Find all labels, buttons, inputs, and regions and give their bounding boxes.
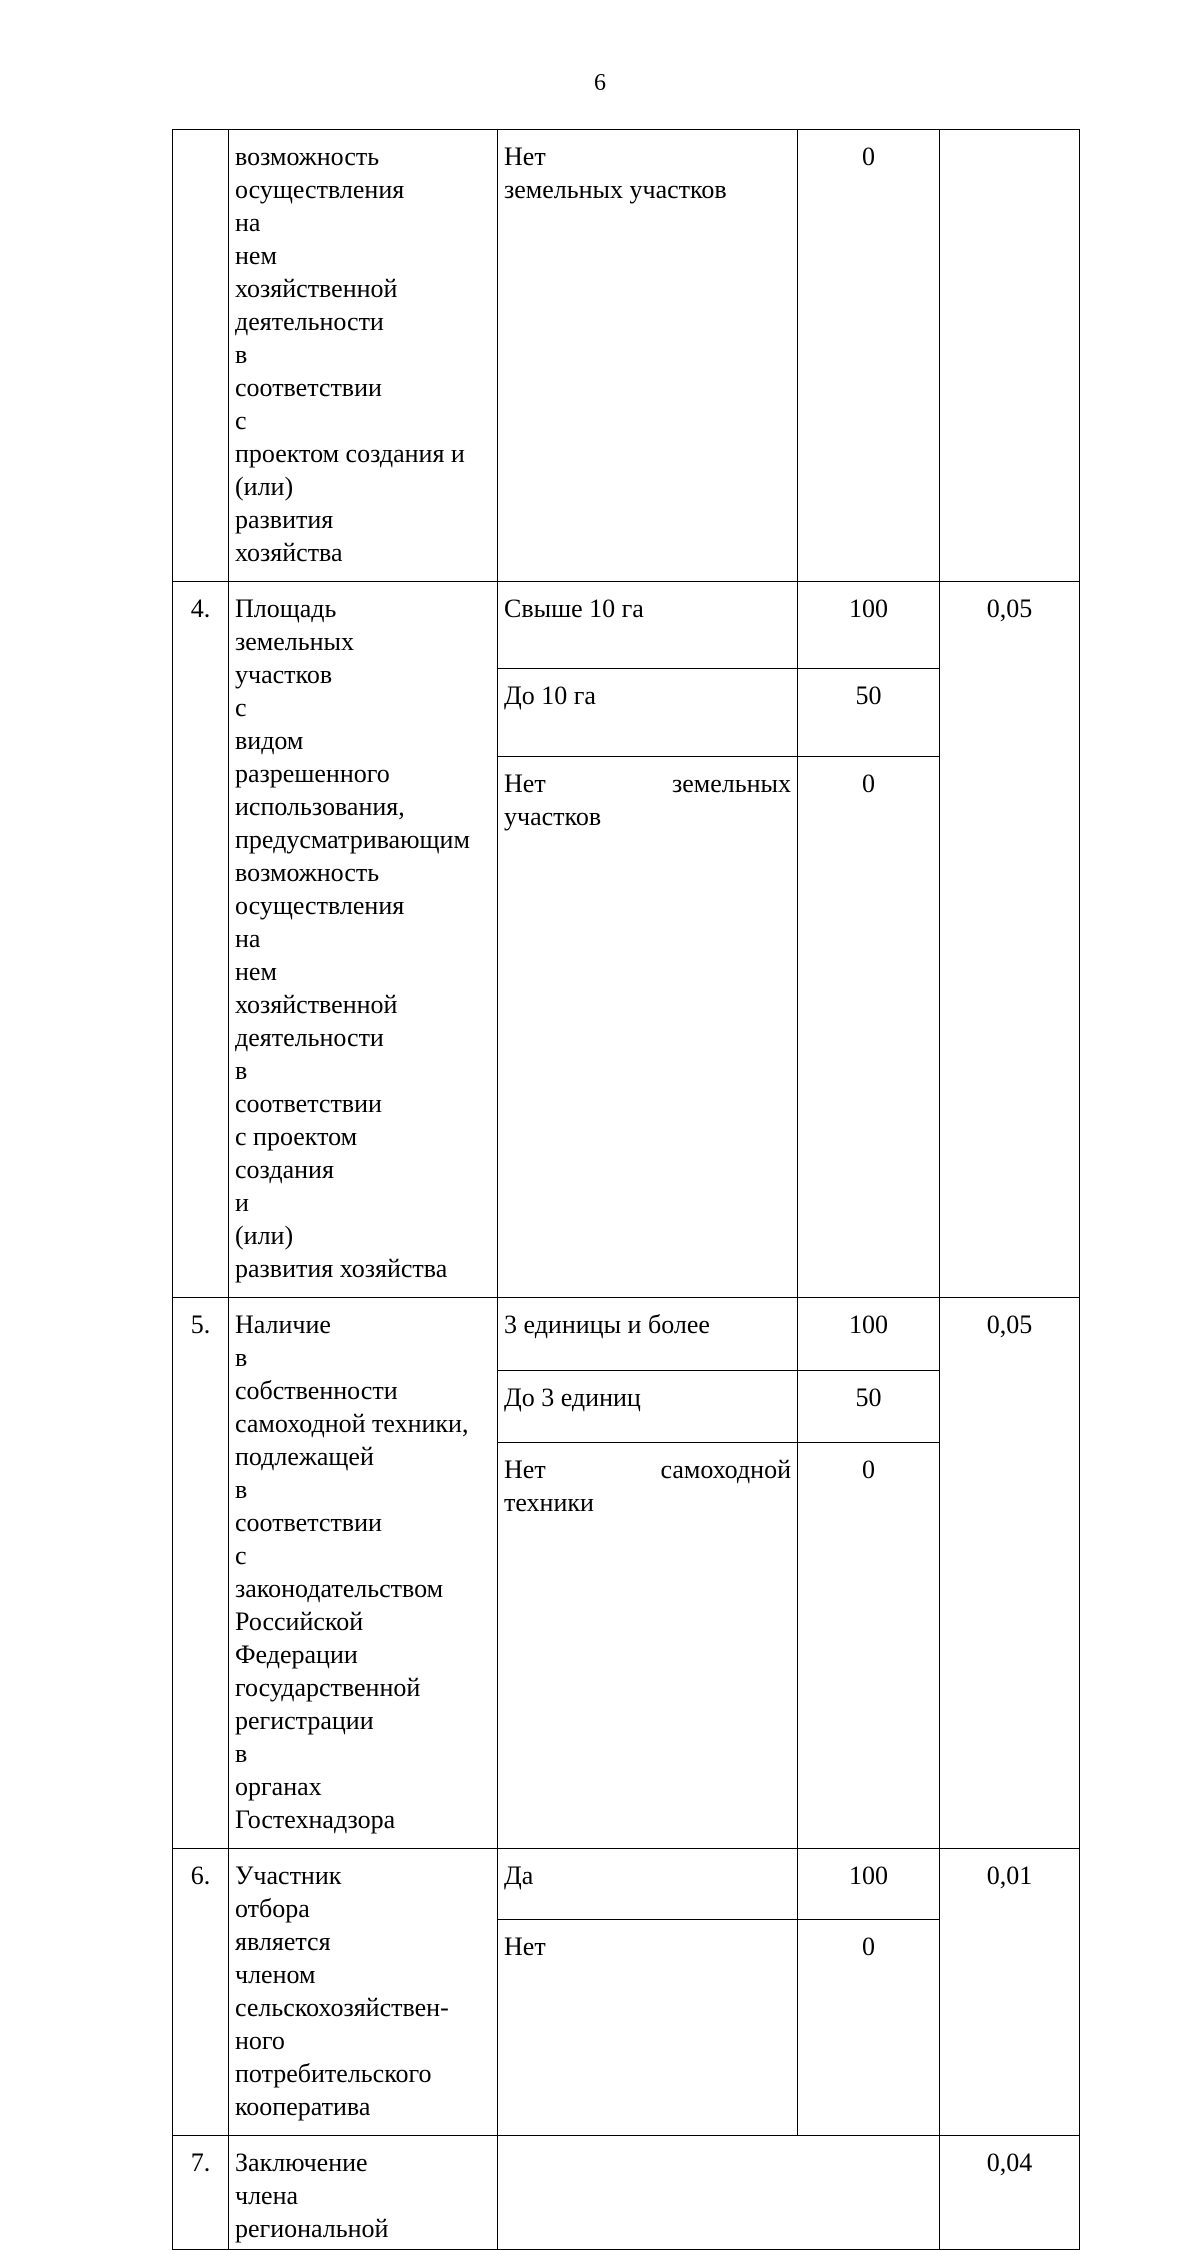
points-cell: 100 [798, 1298, 940, 1371]
weight-cell: 0,04 [940, 2136, 1080, 2250]
row-number-cell: 5. [173, 1298, 229, 1849]
option-cell: Нет [498, 1920, 798, 2136]
option-cell: Нет земельных участков [498, 756, 798, 1297]
option-cell: Нет земельных участков [498, 130, 798, 582]
row-number-cell [173, 130, 229, 582]
weight-cell [940, 130, 1080, 582]
criterion-cell: Наличие в собственности самоходной техники, подлежащей в соответствии с законодательством Российской Федерации государственной регистрации в органах Гостехнадзора [229, 1298, 498, 1849]
criteria-table [172, 129, 1080, 2250]
option-cell: 3 единицы и более [498, 1298, 798, 1371]
weight-cell: 0,05 [940, 582, 1080, 1298]
criterion-cell: Участник отбора является членом сельскохозяйствен- ного потребительского кооператива [229, 1849, 498, 2136]
option-cell: До 10 га [498, 669, 798, 756]
table-row [173, 130, 1080, 582]
page-number: 6 [594, 70, 606, 96]
option-cell: Нет самоходной техники [498, 1443, 798, 1849]
points-cell: 0 [798, 1920, 940, 2136]
criterion-cell: Площадь земельных участков с видом разрешенного использования, предусматривающим возможность осуществления на нем хозяйственной деятельности в соответствии с проектом создания и (или) развития хозяйства [229, 582, 498, 1298]
table-row [173, 1849, 1080, 1920]
points-cell: 0 [798, 130, 940, 582]
points-cell: 50 [798, 669, 940, 756]
points-cell: 50 [798, 1370, 940, 1443]
criterion-cell: возможность осуществления на нем хозяйственной деятельности в соответствии с проектом создания и (или) развития хозяйства [229, 130, 498, 582]
weight-cell: 0,01 [940, 1849, 1080, 2136]
option-cell: Свыше 10 га [498, 582, 798, 669]
option-cell [498, 2136, 940, 2250]
points-cell: 100 [798, 582, 940, 669]
points-cell: 100 [798, 1849, 940, 1920]
row-number-cell: 7. [173, 2136, 229, 2250]
table-row [173, 1298, 1080, 1371]
points-cell: 0 [798, 756, 940, 1297]
option-cell: Да [498, 1849, 798, 1920]
weight-cell: 0,05 [940, 1298, 1080, 1849]
criterion-cell: Заключение члена региональной [229, 2136, 498, 2250]
row-number-cell: 4. [173, 582, 229, 1298]
points-cell: 0 [798, 1443, 940, 1849]
option-cell: До 3 единиц [498, 1370, 798, 1443]
table-row [173, 582, 1080, 669]
table-row [173, 2136, 1080, 2250]
row-number-cell: 6. [173, 1849, 229, 2136]
